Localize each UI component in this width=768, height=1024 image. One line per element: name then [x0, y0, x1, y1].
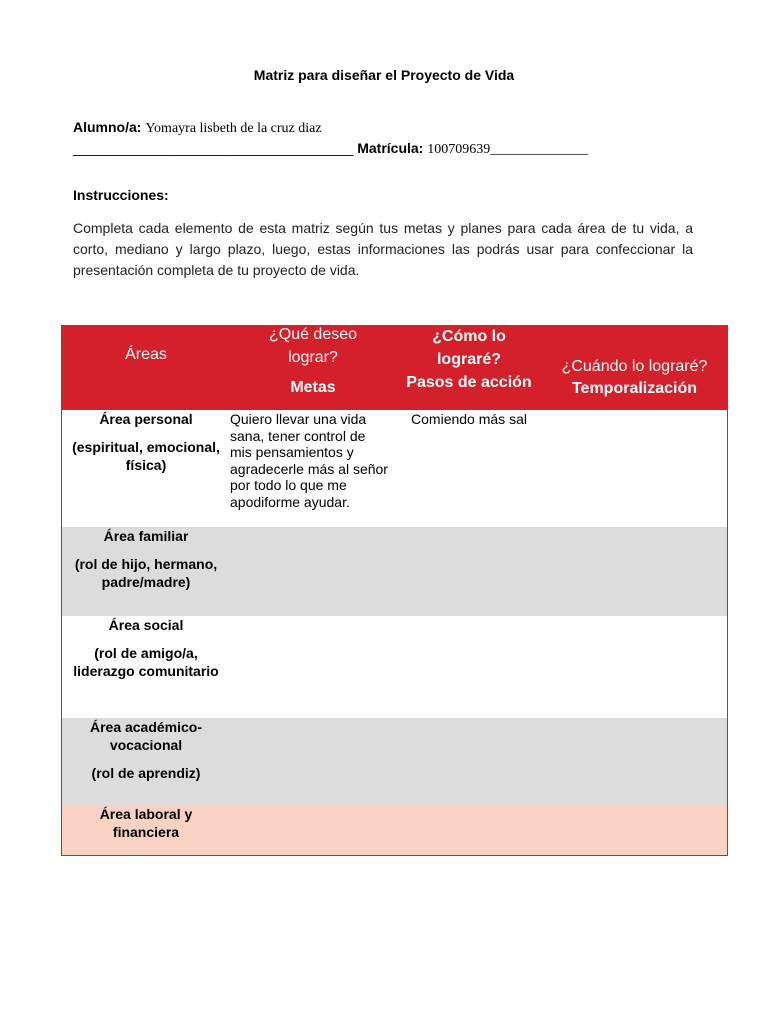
area-title: Área familiar [103, 528, 189, 544]
matricula-label: Matrícula: [357, 140, 424, 156]
header-when-line2: Temporalización [571, 380, 698, 397]
area-title: Área laboral y financiera [99, 806, 193, 840]
matrix-row-personal [62, 410, 727, 527]
header-goals-line2: lograr? [288, 349, 338, 366]
area-cell [62, 616, 230, 680]
how-cell: Comiendo más sal [411, 411, 527, 427]
header-how-line2: lograré? [436, 351, 501, 368]
matricula-line [73, 140, 588, 158]
header-goals-line3: Metas [290, 379, 336, 396]
header-areas [62, 326, 230, 410]
matrix-row-academic [62, 718, 727, 805]
instructions-heading: Instrucciones: [73, 187, 169, 203]
matricula-value: 100709639 [427, 142, 491, 157]
student-label: Alumno/a: [73, 119, 142, 135]
area-detail: (rol de hijo, hermano, padre/madre) [74, 556, 218, 590]
matrix-header-row [62, 326, 727, 410]
header-goals-line1: ¿Qué deseo [268, 326, 358, 343]
area-detail: (rol de amigo/a, liderazgo comunitario [73, 645, 219, 679]
header-goals [230, 326, 396, 410]
area-title: Área personal [99, 411, 193, 427]
document-title: Matriz para diseñar el Proyecto de Vida [253, 67, 515, 83]
header-when-line1: ¿Cuándo lo lograré? [561, 358, 708, 375]
area-detail: (espiritual, emocional, física) [72, 439, 220, 473]
matrix-row-work [62, 805, 727, 856]
area-title: Área académico-vocacional [89, 719, 203, 753]
header-how-line3: Pasos de acción [406, 374, 532, 391]
header-how [396, 326, 542, 410]
matricula-blank: ______________ [490, 142, 589, 157]
area-cell [62, 718, 230, 782]
area-cell [62, 805, 230, 841]
matrix-row-social [62, 616, 727, 718]
area-cell [62, 410, 230, 474]
header-areas-label: Áreas [125, 346, 167, 363]
area-title: Área social [108, 617, 184, 633]
matrix-row-family [62, 527, 727, 616]
life-project-matrix [61, 325, 728, 856]
header-when [542, 326, 727, 410]
student-name: Yomayra lisbeth de la cruz diaz [145, 121, 322, 136]
header-how-line1: ¿Cómo lo [432, 328, 506, 345]
instructions-text: Completa cada elemento de esta matriz según tus metas y planes para cada área de tu vida, a corto, mediano y largo plazo, luego, estas informaciones las podrás usar para confeccionar la presentación completa de tu proyecto de vida. [73, 220, 693, 278]
area-detail: (rol de aprendiz) [91, 765, 201, 781]
blank-line: ____________________________________ [73, 140, 354, 156]
goal-cell: Quiero llevar una vida sana, tener control de mis pensamientos y agradecerle más al señor por todo lo que me apodiforme ayudar. [230, 411, 388, 510]
area-cell [62, 527, 230, 591]
student-name-line [73, 119, 322, 137]
